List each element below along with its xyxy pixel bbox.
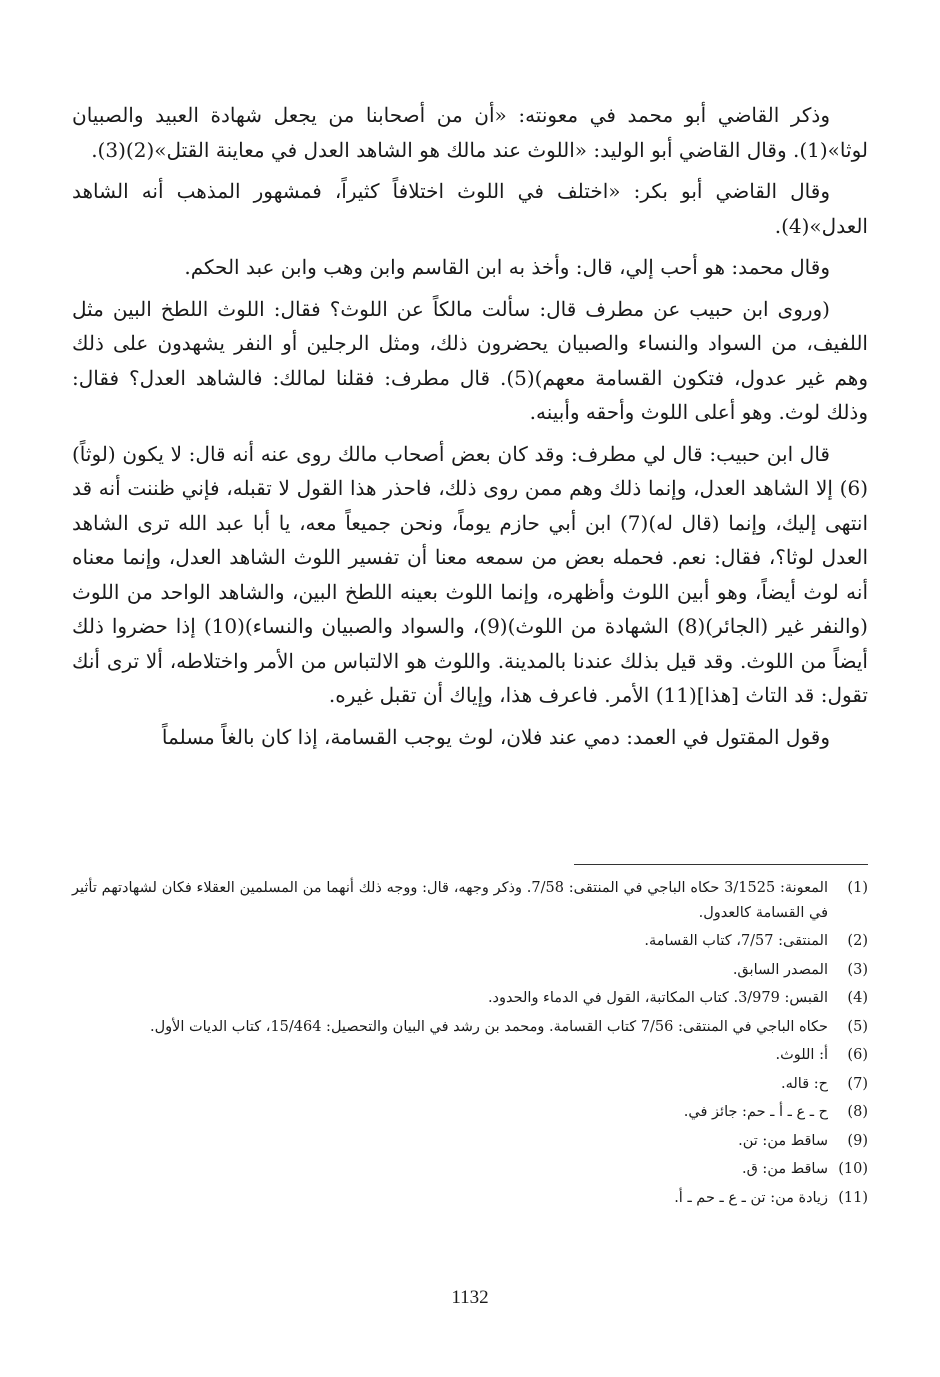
footnote-text: أ: اللوث. (775, 1047, 828, 1063)
paragraph: وقال القاضي أبو بكر: «اختلف في اللوث اختلافاً كثيراً، فمشهور المذهب أنه الشاهد العدل»(4). (72, 179, 868, 238)
paragraph: وذكر القاضي أبو محمد في معونته: «أن من أصحابنا من يجعل شهادة العبيد والصبيان لوثا»(1). وقال القاضي أبو الوليد: «اللوث عند مالك هو الشاهد العدل في معاينة القتل»(2)(3). (72, 103, 868, 162)
footnote (72, 1157, 868, 1182)
main-text (72, 98, 868, 761)
paragraph: وقال محمد: هو أحب إلي، قال: وأخذ به ابن القاسم وابن وهب وابن عبد الحكم. (184, 255, 830, 279)
footnote-text: القبس: 3/979. كتاب المكاتبة، القول في الدماء والحدود. (487, 990, 828, 1006)
paragraph: قال ابن حبيب: قال لي مطرف: وقد كان بعض أصحاب مالك روى عنه أنه قال: لا يكون (لوثاً)(6) إلا الشاهد العدل، وإنما ذلك وهم ممن روى ذلك، فاحذر هذا القول لا تقبله، فإني ظننت أنه قد انتهى إليك، وإنما (قال له)(7) ابن أبي حازم يوماً، ونحن جميعاً معه، يا أبا عبد الله ترى الشاهد العدل لوثا؟، فقال: نعم. فحمله بعض من سمعه معنا أن تفسير اللوث الشاهد العدل، وإنما معناه أنه لوث أيضاً، وهو أبين اللوث وأظهره، وإنما اللوث بعينه اللطخ البين، والشاهد الواحد من اللوث (والنفر غير (الجائر)(8) الشهادة من اللوث)(9)، والسواد والصبيان والنساء)(10) إذا حضروا ذلك أيضاً من اللوث. وقد قيل بذلك عندنا بالمدينة. واللوث هو الالتباس من الأمر واختلاطه، ألا ترى أنك تقول: قد التاث [هذا](11) الأمر. فاعرف هذا، وإياك أن تقبل غيره. (72, 441, 868, 707)
footnote-text: المعونة: 3/1525 حكاه الباجي في المنتقى: 7/58. وذكر وجهه، قال: ووجه ذلك أنهما من المسلمين العقلاء فكان لشهادتهم تأثير في القسامة كالعدول. (72, 880, 828, 921)
footnote (72, 1186, 868, 1211)
footnote-text: ساقط من: تن. (738, 1132, 828, 1149)
footnote (72, 1072, 868, 1097)
footnote (72, 958, 868, 983)
footnote-number: (5) (847, 1018, 868, 1035)
footnote-number: (8) (847, 1104, 868, 1120)
footnote-text: ح: قاله. (780, 1075, 828, 1092)
footnote-number: (9) (847, 1132, 868, 1149)
footnote-number: (7) (847, 1075, 868, 1092)
footnote-number: (3) (847, 961, 868, 978)
footnote-number: (2) (847, 933, 868, 949)
paragraph: (وروى ابن حبيب عن مطرف قال: سألت مالكاً عن اللوث؟ فقال: اللوث اللطخ البين مثل اللفيف، من السواد والنساء والصبيان يحضرون ذلك، ومثل الرجلين أو النفر يشهدون على ذلك وهم غير عدول، فتكون القسامة معهم)(5). قال مطرف: فقلنا لمالك: فالشاهد العدل؟ فقال: وذلك لوث. وهو أعلى اللوث وأحقه وأبينه. (72, 296, 868, 424)
footnote-text: المنتقى: 7/57، كتاب القسامة. (644, 933, 828, 949)
footnote-number: (10) (838, 1161, 868, 1177)
footnote-text: زيادة من: تن ـ ع ـ حم ـ أ. (674, 1189, 828, 1206)
footnote (72, 1015, 868, 1040)
footnote-divider (574, 864, 868, 865)
footnote (72, 876, 868, 925)
footnote-number: (4) (847, 990, 868, 1006)
footnote (72, 986, 868, 1011)
footnote-number: (6) (847, 1047, 868, 1063)
footnote-text: ح ـ ع ـ أ ـ حم: جائز في. (683, 1104, 828, 1120)
footnote (72, 929, 868, 954)
paragraph: وقول المقتول في العمد: دمي عند فلان، لوث يوجب القسامة، إذا كان بالغاً مسلماً (161, 724, 830, 749)
footnote (72, 1043, 868, 1068)
footnote-number: (11) (838, 1189, 868, 1206)
footnote (72, 1100, 868, 1125)
footnote (72, 1129, 868, 1154)
footnote-text: المصدر السابق. (732, 961, 828, 978)
footnote-text: ساقط من: ق. (741, 1161, 828, 1177)
footnote-text: حكاه الباجي في المنتقى: 7/56 كتاب القسامة. ومحمد بن رشد في البيان والتحصيل: 15/464، كتاب الديات الأول. (149, 1018, 828, 1035)
footnotes (72, 876, 868, 1214)
footnote-number: (1) (847, 880, 868, 896)
page-number: 1132 (451, 1287, 489, 1308)
